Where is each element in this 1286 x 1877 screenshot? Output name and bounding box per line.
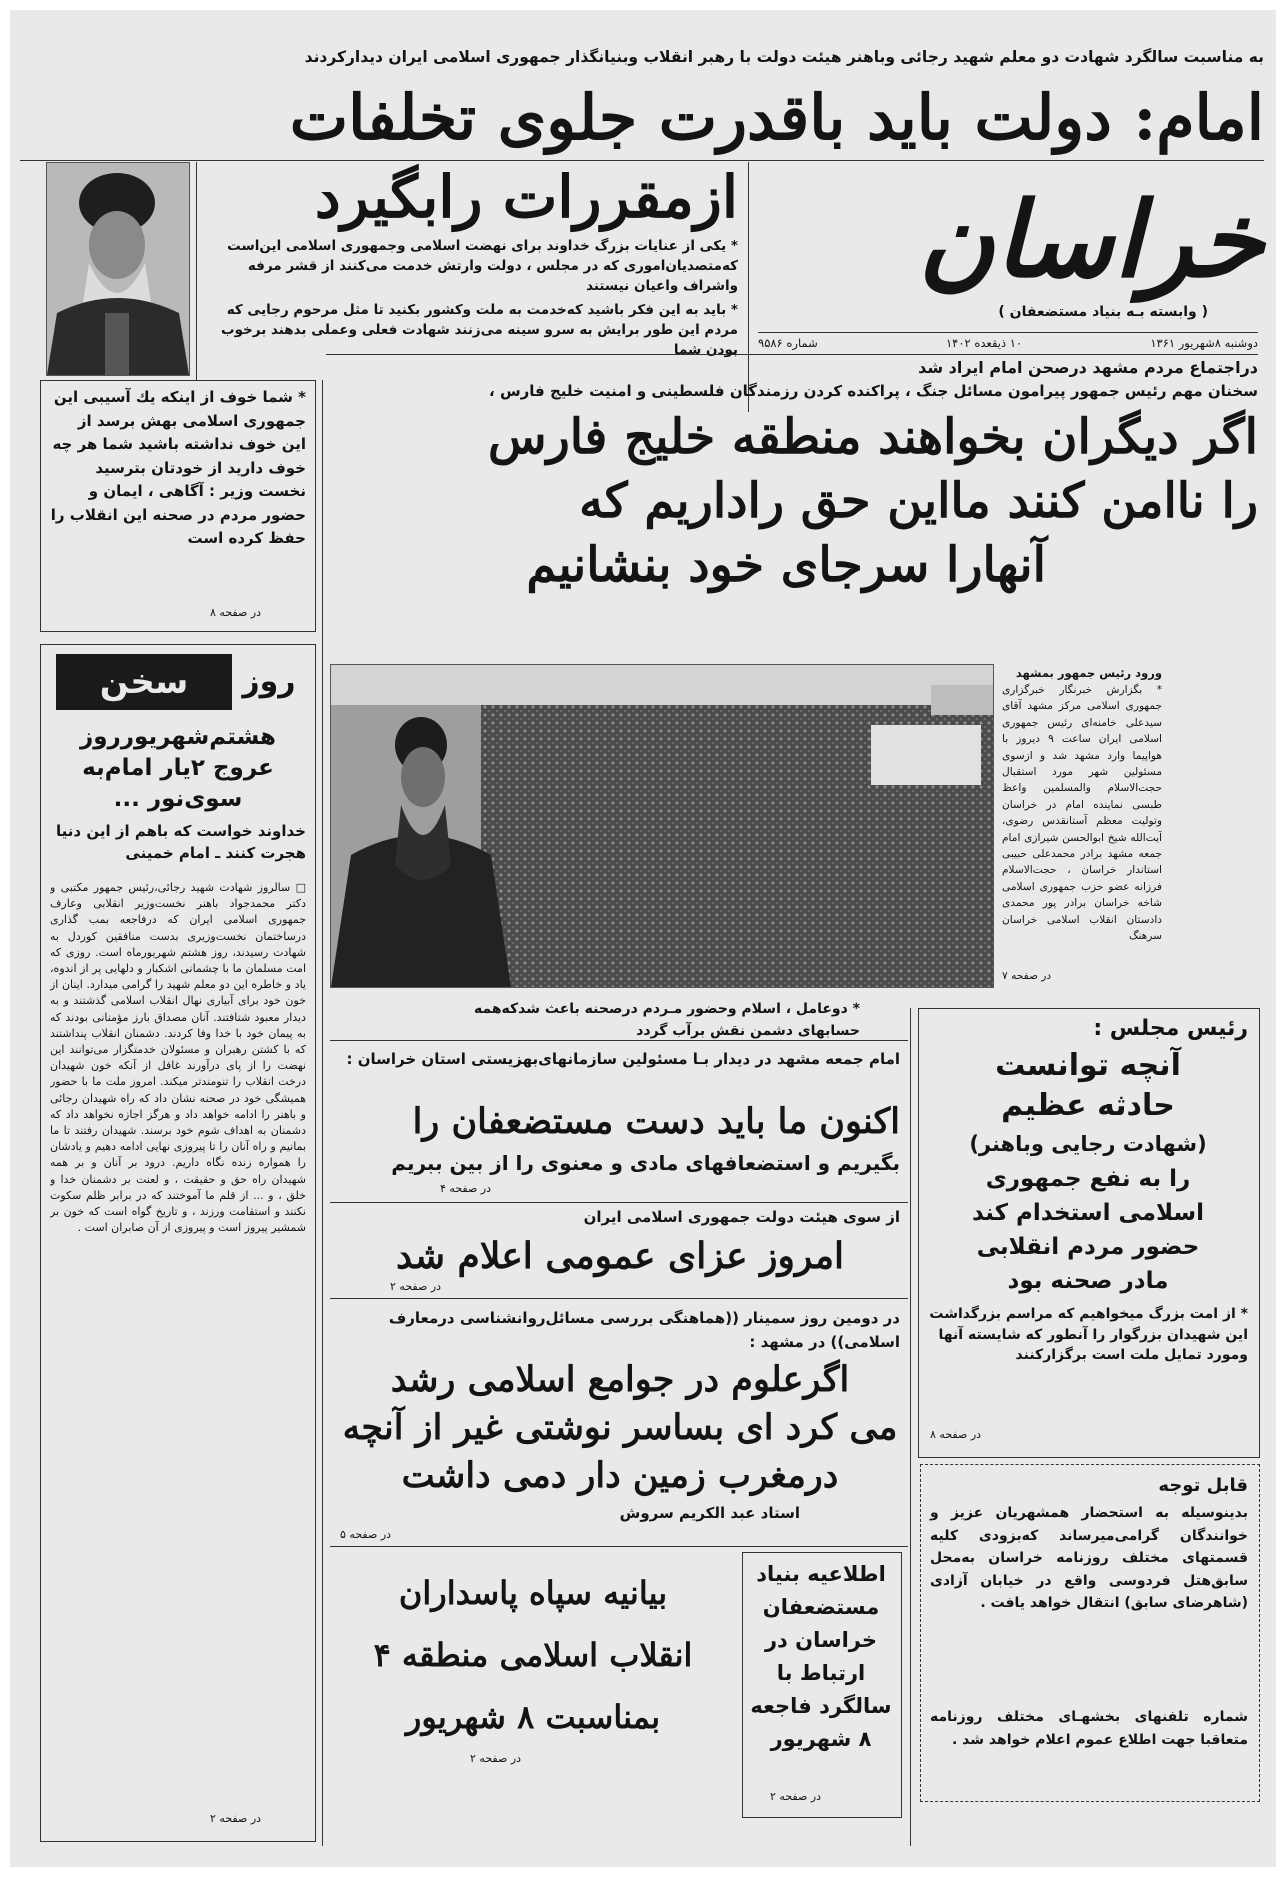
portrait-photo: [46, 162, 190, 376]
side-title: ورود رئیس جمهور بمشهد: [1015, 666, 1162, 680]
foundation-ref: در صفحه ۲: [770, 1790, 822, 1803]
majlis-line-3: (شهادت رجایی وباهنر): [969, 1132, 1207, 1156]
majlis-line-1: آنچه توانست: [995, 1048, 1181, 1083]
majlis-line-2: حادثه عظیم: [1001, 1088, 1175, 1123]
irgc-line-3: بمناسبت ۸ شهریور: [405, 1698, 661, 1736]
seminar-headline-1: اگرعلوم در جوامع اسلامی رشد: [390, 1359, 850, 1400]
left-quote-ref: در صفحه ۸: [210, 606, 262, 619]
seminar-kicker: در دومین روز سمینار ((هماهنگی بررسی مسائل‌روانشناسی درمعارف اسلامی)) در مشهد :: [388, 1309, 900, 1351]
majlis-line-4: را به نفع جمهوری: [985, 1166, 1191, 1192]
masthead-affiliation: ( وابسته بـه بنیاد مستضعفان ): [998, 304, 1208, 320]
seminar-ref: در صفحه ۵: [340, 1528, 392, 1541]
friday-subhead: بگیریم و استضعافهای مادی و معنوی را از بین ببریم: [391, 1151, 900, 1175]
notice-text-2: شماره تلفنهای بخشهـای مختلف روزنامه متعاقبا جهت اطلاع عموم اعلام خواهد شد .: [930, 1709, 1248, 1748]
newspaper-page: [10, 10, 1276, 1867]
headline-bullet-1: * یکی از عنایات بزرگ خداوند برای نهضت اسلامی وجمهوری اسلامی این‌است که‌متصدیان‌اموری که در مجلس ، دولت وارتش خدمت می‌کنند از قشر مرفه واشراف واعیان نیستند: [227, 238, 738, 294]
main-story-kicker-2: سخنان مهم رئیس جمهور پیرامون مسائل جنگ ، پراکنده کردن رزمندگان فلسطینی و امنیت خلیج فارس ،: [489, 382, 1258, 400]
rule: [20, 160, 1264, 161]
irgc-line-1: بیانیه سپاه پاسداران: [398, 1574, 668, 1612]
majlis-bullet: * از امت بزرگ میخواهیم که مراسم بزرگداشت این شهیدان بزرگوار را آنطور که شایسته آنها ومورد تمایل ملت است برگزارکنند: [929, 1306, 1248, 1363]
side-ref: در صفحه ۷: [1002, 970, 1052, 982]
rule: [196, 162, 197, 380]
mourning-kicker: از سوی هیئت دولت جمهوری اسلامی ایران: [583, 1208, 900, 1226]
rule: [326, 354, 1258, 355]
rule: [330, 1202, 908, 1203]
seminar-headline-3: درمغرب زمین دار دمی داشت: [401, 1455, 839, 1496]
masthead-name: خراسان: [918, 178, 1264, 301]
foundation-line-2: مستضعفان: [762, 1595, 880, 1619]
foundation-line-5: سالگرد فاجعه: [750, 1694, 892, 1718]
notice-title: قابل توجه: [1158, 1475, 1248, 1496]
rule: [322, 380, 323, 1846]
main-story-kicker-1: دراجتماع مردم مشهد درصحن امام ایراد شد: [918, 358, 1258, 377]
friday-kicker: امام جمعه مشهد در دیدار بـا مسئولین سازمانهای‌بهزیستی استان خراسان :: [346, 1050, 900, 1068]
column-title: هشتم‌شهریورروز عروج ۲یار امام‌به سوی‌نور ...: [80, 724, 276, 812]
photo-caption: * دوعامل ، اسلام وحضور مـردم درصحنه باعث شدکه‌همه حسابهای دشمن نقش برآب گردد: [473, 1001, 860, 1039]
top-banner: به مناسبت سالگرد شهادت دو معلم شهید رجائی وباهنر هیئت دولت با رهبر انقلاب وبنیانگذار جمهوری اسلامی ایران دیدارکردند: [304, 48, 1264, 66]
majlis-line-6: حضور مردم انقلابی: [976, 1234, 1200, 1260]
column-body: □ سالروز شهادت شهید رجائی،رئیس جمهور مکتبی و دکتر محمدجواد باهنر نخست‌وزیر انقلابی وعارف جمهوری اسلامی ایران که درفاجعه بمب گذاری درساختمان نخست‌وزیری بدست منافقین کوردل به شهادت رسیدند، روز هشتم شهریورماه است. روزی که امت مسلمان ما با چشمانی اشکبار و دلهایی پر از اندوه، یاد و خاطره این دو معلم شهید را گرامی میدارد. اینان از خون خود برای آبیاری نهال انقلاب اسلامی گذشتند و به دیدار معبود شتافتند. آنان مصداق بارز مؤمنانی بودند که به پیمان خود با خدا وفا کردند. دشمنان انقلاب پنداشتند که با کشتن رهبران و مسئولان خدمتگزار می‌توانند این نهضت را از پای درآورند غافل از آنکه خون شهیدان درخت انقلاب را تنومندتر میکند. امروز ملت ما با حضور همیشگی خود در صحنه نشان داد که راه شهیدان رجائی و باهنر را ادامه خواهد داد و هرگز اجازه نخواهد داد که دشمنان به اهداف شوم خود برسند. شهیدان رفتند تا ما بمانیم و راه آنان را تا پیروزی نهایی ادامه دهیم و یادشان را همواره زنده نگاه داریم. درود بر آنان و بر همه شهیدان راه حق و حقیقت ، و لعنت بر دشمنان خدا و خلق ، و ... از قلم ما آموختند که در برابر ظلم سکوت نکنند و استقامت ورزند ، و تاریخ گواه است که خون بر شمشیر پیروز است و پیروزی از آن صابران است .: [50, 881, 306, 1235]
majlis-line-7: مادر صحنه بود: [1007, 1268, 1169, 1294]
masthead-date-solar: دوشنبه ۸شهریور ۱۳۶۱: [1150, 336, 1258, 350]
rule: [330, 1298, 908, 1299]
main-headline-line1: امام: دولت باید باقدرت جلوی تخلفات: [289, 81, 1264, 154]
left-quote-text: * شما خوف از اینکه یك آسیبی این جمهوری اسلامی بهش برسد از این خوف نداشته باشید شما هر چه خوف دارید از خودتان بترسید نخست وزیر : آگاهی ، ایمان و حضور مردم در صحنه این انقلاب را حفظ کرده است: [50, 388, 306, 547]
headline-bullet-2: * باید به این فکر باشید که‌خدمت به ملت وکشور بکنید تا مثل مرحوم رجایی که مردم این طور برایش به سرو سینه می‌زنند شهادت فعلی وعملی بدهند برخوب بودن شما: [221, 302, 738, 358]
rule: [330, 1546, 908, 1547]
friday-headline: اکنون ما باید دست مستضعفان را: [412, 1101, 900, 1142]
column-ref: در صفحه ۲: [210, 1812, 262, 1825]
column-quote: خداوند خواست که باهم از این دنیا هجرت کنند ـ امام خمینی: [56, 822, 306, 862]
main-story-headline-2: را ناامن کنند مااین حق راداریم که: [579, 473, 1258, 529]
side-text: * بگزارش خبرنگار خبرگزاری جمهوری اسلامی مرکز مشهد آقای سیدعلی خامنه‌ای رئیس جمهوری اسلامی ایران ساعت ۹ دیروز با هواپیما وارد مشهد شد و ازسوی مسئولین شهر مورد استقبال حجت‌الاسلام والمسلمین واعظ طبسی نماینده امام در خراسان وتولیت معظم آستانقدس رضوی، آیت‌الله شیخ ابوالحسن شیرازی امام جمعه مشهد برادر محمدعلی حبیبی استاندار خراسان ، حجت‌الاسلام فرزانه عضو حزب جمهوری اسلامی شاخه خراسان برادر پور محمدی دادستان انقلاب اسلامی خراسان سرهنگ: [1002, 684, 1162, 943]
main-story-headline-1: اگر دیگران بخواهند منطقه خلیج فارس: [488, 409, 1258, 465]
seminar-headline-2: می کرد ای بساسر نوشتی غیر از آنچه: [342, 1407, 898, 1448]
portrait-illustration: [47, 163, 189, 375]
mourning-ref: در صفحه ۲: [390, 1280, 442, 1293]
masthead-date-lunar: ۱۰ ذیقعده ۱۴۰۲: [946, 336, 1023, 350]
majlis-line-5: اسلامی استخدام کند: [971, 1200, 1205, 1226]
crowd-illustration: [331, 665, 993, 987]
masthead-issue: شماره ۹۵۸۶: [758, 336, 818, 350]
main-story-headline-3: آنهارا سرجای خود بنشانیم: [526, 537, 1046, 593]
friday-ref: در صفحه ۴: [440, 1182, 492, 1195]
notice-text-1: بدینوسیله به استحضار همشهریان عزیز و خوانندگان گرامی‌میرساند که‌بزودی کلیه قسمتهای مختلف روزنامه خراسان به‌محل سابق‌هتل فردوسی واقع در خیابان آزادی (شاهرضای سابق) انتقال خواهد یافت .: [930, 1505, 1248, 1611]
majlis-kicker: رئیس مجلس :: [1093, 1016, 1248, 1041]
foundation-line-4: ارتباط با: [776, 1661, 866, 1685]
column-logo-main: سخن: [56, 654, 232, 710]
foundation-line-1: اطلاعیه بنیاد: [756, 1562, 886, 1586]
masthead-dateline: [758, 336, 1258, 350]
column-logo-side: روز: [242, 664, 296, 699]
rule: [910, 1008, 911, 1846]
majlis-ref: در صفحه ۸: [930, 1428, 982, 1441]
crowd-photo: [330, 664, 994, 988]
column-logo: [56, 654, 300, 714]
mourning-headline: امروز عزای عمومی اعلام شد: [395, 1235, 845, 1277]
rule: [330, 1040, 908, 1041]
main-headline-line2: ازمقررات رابگیرد: [314, 163, 738, 231]
rule: [758, 332, 1258, 333]
foundation-line-6: ۸ شهریور: [770, 1727, 872, 1751]
irgc-ref: در صفحه ۲: [470, 1752, 522, 1765]
foundation-line-3: خراسان در: [764, 1628, 878, 1652]
seminar-byline: استاد عبد الکریم سروش: [619, 1504, 800, 1522]
irgc-line-2: انقلاب اسلامی منطقه ۴: [373, 1636, 693, 1674]
